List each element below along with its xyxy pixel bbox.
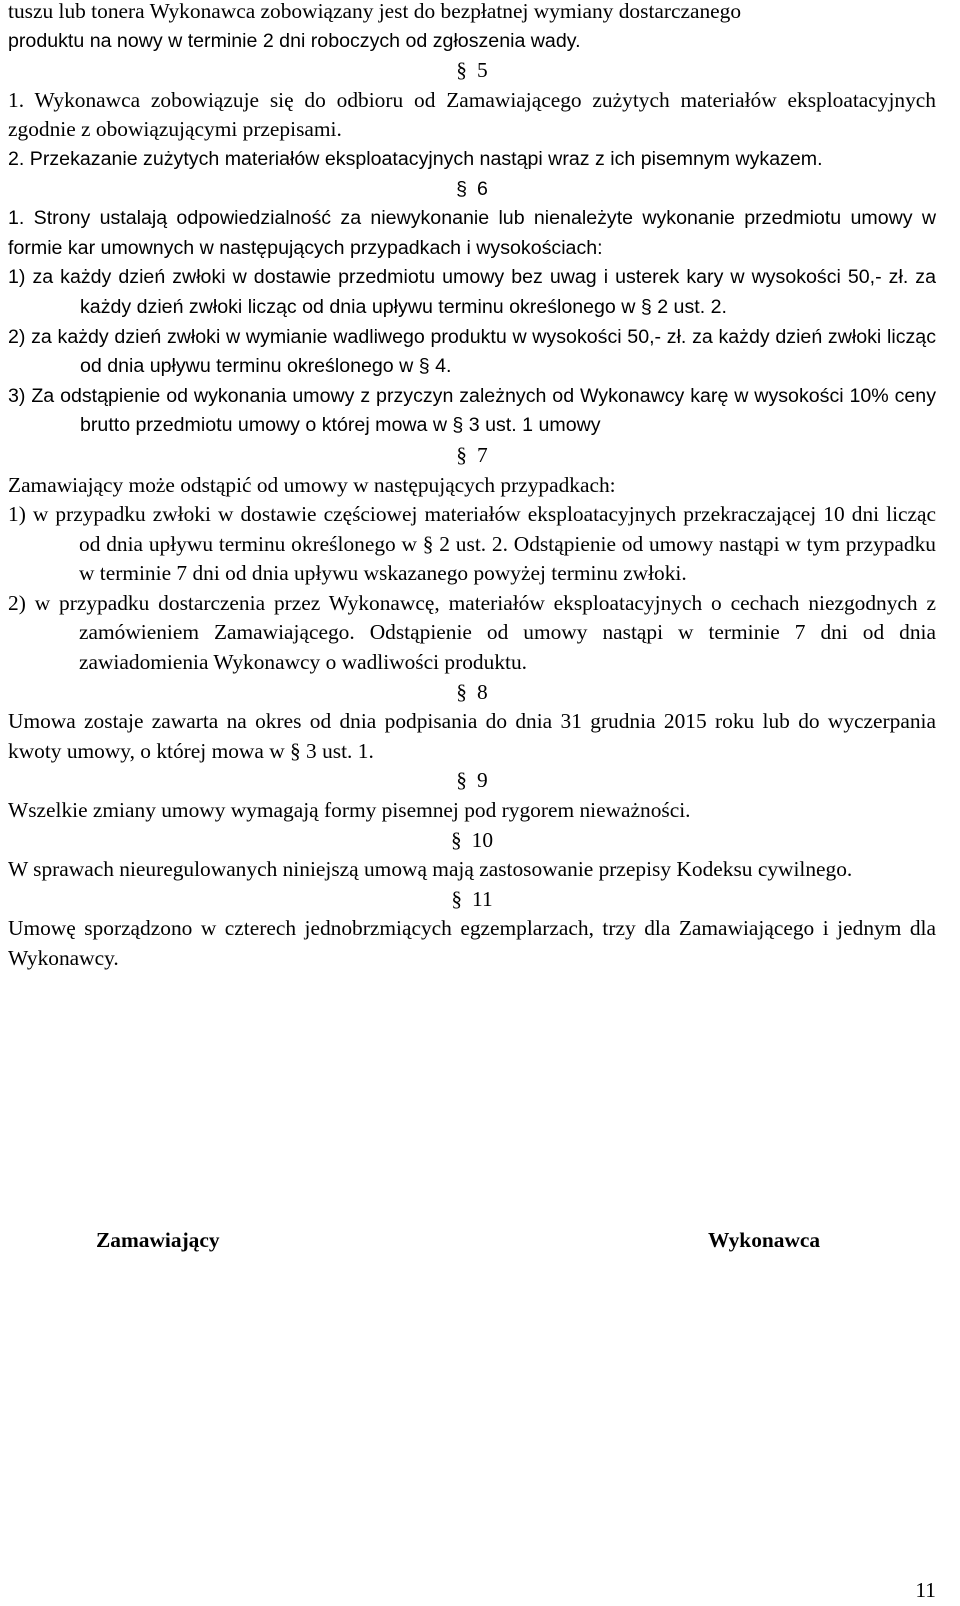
section-9-text: Wszelkie zmiany umowy wymagają formy pisemnej pod rygorem nieważności. <box>8 798 691 823</box>
section-heading-10: § 10 <box>450 827 494 852</box>
section-symbol: § <box>456 442 467 467</box>
section-7-item-2: 2) w przypadku dostarczenia przez Wykonawcę, materiałów eksploatacyjnych o cechach niezgodnych z zamówieniem Zamawiającego. Odstąpienie od umowy nastąpi w terminie 7 dni od dnia zawiadomienia Wykonawcy o wadliwości produktu. <box>8 590 936 675</box>
section-6-item-2: 2) za każdy dzień zwłoki w wymianie wadliwego produktu w wysokości 50,- zł. za każdy dzień zwłoki licząc od dnia upływu terminu określonego w § 4. <box>8 325 936 378</box>
section-6-item-3: 3) Za odstąpienie od wykonania umowy z przyczyn zależnych od Wykonawcy karę w wysokości 10% ceny brutto przedmiotu umowy o której mowa w § 3 ust. 1 umowy <box>8 384 936 437</box>
section-symbol: § <box>456 768 467 793</box>
signature-label-zamawiajacy: Zamawiający <box>96 1228 220 1252</box>
section-5-paragraph-2: 2. Przekazanie zużytych materiałów eksploatacyjnych nastąpi wraz z ich pisemnym wykazem. <box>8 147 823 170</box>
section-symbol: § <box>456 177 467 200</box>
section-5-paragraph-1: 1. Wykonawca zobowiązuje się do odbioru od Zamawiającego zużytych materiałów eksploatacyjnych zgodnie z obowiązującymi przepisami. <box>8 87 936 142</box>
section-10-text: W sprawach nieuregulowanych niniejszą umową mają zastosowanie przepisy Kodeksu cywilnego. <box>8 857 853 882</box>
intro-line-2: produktu na nowy w terminie 2 dni roboczych od zgłoszenia wady. <box>8 29 581 52</box>
section-8-text: Umowa zostaje zawarta na okres od dnia podpisania do dnia 31 grudnia 2015 roku lub do wyczerpania kwoty umowy, o której mowa w § 3 ust. 1. <box>8 709 936 763</box>
document-page <box>8 0 936 974</box>
section-heading-8: § 8 <box>456 679 488 704</box>
section-7-item-1: 1) w przypadku zwłoki w dostawie częściowej materiałów eksploatacyjnych przekraczającej 10 dni licząc od dnia upływu terminu określonego w § 2 ust. 2. Odstąpienie od umowy nastąpi w tym przypadku w terminie 7 dni od dnia upływu wskazanego powyżej terminu zwłoki. <box>8 502 936 586</box>
section-11-text: Umowę sporządzono w czterech jednobrzmiących egzemplarzach, trzy dla Zamawiającego i jednym dla Wykonawcy. <box>8 916 936 970</box>
signature-label-wykonawca: Wykonawca <box>708 1228 821 1252</box>
page-number: 11 <box>915 1578 936 1602</box>
section-symbol: § <box>450 827 462 852</box>
section-heading-7: § 7 <box>456 442 488 467</box>
section-6-item-1: 1) za każdy dzień zwłoki w dostawie przedmiotu umowy bez uwag i usterek kary w wysokości 50,- zł. za każdy dzień zwłoki licząc od dnia upływu terminu określonego w § 2 ust. 2. <box>8 266 936 318</box>
section-heading-6: § 6 <box>456 177 488 200</box>
section-symbol: § <box>456 58 467 83</box>
section-heading-9: § 9 <box>456 768 488 793</box>
section-symbol: § <box>456 679 467 704</box>
intro-line-1: tuszu lub tonera Wykonawca zobowiązany jest do bezpłatnej wymiany dostarczanego <box>8 0 742 23</box>
section-7-intro: Zamawiający może odstąpić od umowy w następujących przypadkach: <box>8 472 616 497</box>
section-heading-5: § 5 <box>456 58 488 83</box>
section-6-paragraph-1: 1. Strony ustalają odpowiedzialność za niewykonanie lub nienależyte wykonanie przedmiotu umowy w formie kar umownych w następujących przypadkach i wysokościach: <box>8 207 936 259</box>
section-heading-11: § 11 <box>451 886 493 911</box>
section-symbol: § <box>451 886 463 911</box>
